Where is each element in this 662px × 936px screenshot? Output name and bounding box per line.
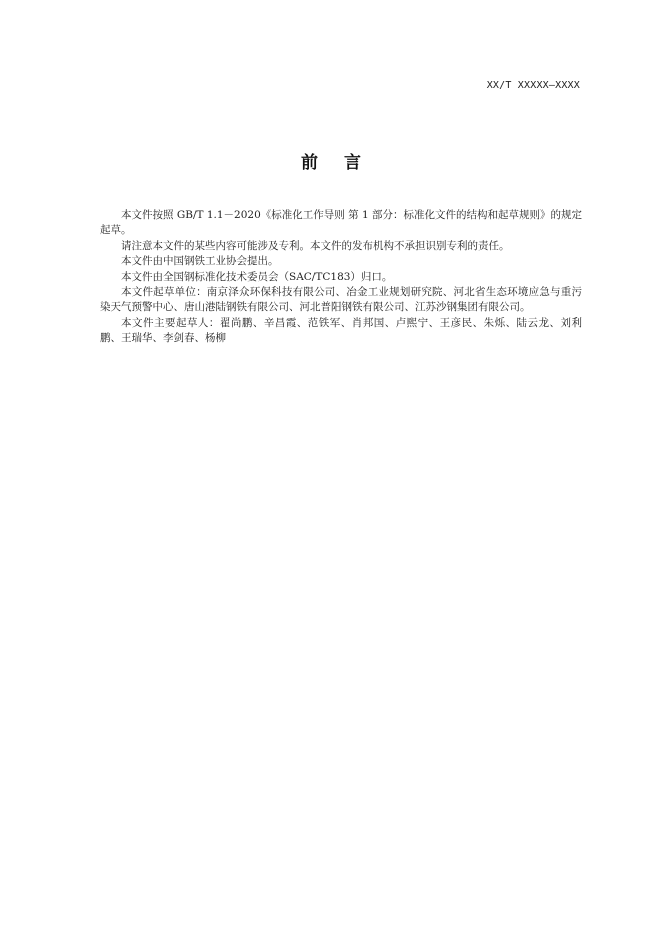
paragraph-drafting-rules: 本文件按照 GB/T 1.1－2020《标准化工作导则 第 1 部分：标准化文件的结构和起草规则》的规定起草。	[100, 209, 582, 237]
foreword-body	[100, 208, 582, 347]
paragraph-drafters: 本文件主要起草人：翟尚鹏、辛昌霞、范铁军、肖邦国、卢熙宁、王彦民、朱烁、陆云龙、刘利鹏、王瑞华、李剑春、杨柳	[100, 316, 582, 345]
paragraph-drafting-units: 本文件起草单位：南京泽众环保科技有限公司、冶金工业规划研究院、河北省生态环境应急与重污染天气预警中心、唐山港陆钢铁有限公司、河北普阳钢铁有限公司、江苏沙钢集团有限公司。	[100, 286, 582, 314]
standard-number: XX/T XXXXX—XXXX	[486, 80, 580, 91]
paragraph-proposer: 本文件由中国钢铁工业协会提出。	[121, 255, 279, 268]
page-title: 前言	[301, 153, 387, 173]
paragraph-patent-notice: 请注意本文件的某些内容可能涉及专利。本文件的发布机构不承担识别专利的责任。	[121, 239, 510, 252]
paragraph-technical-committee: 本文件由全国钢标准化技术委员会（SAC/TC183）归口。	[121, 270, 393, 283]
